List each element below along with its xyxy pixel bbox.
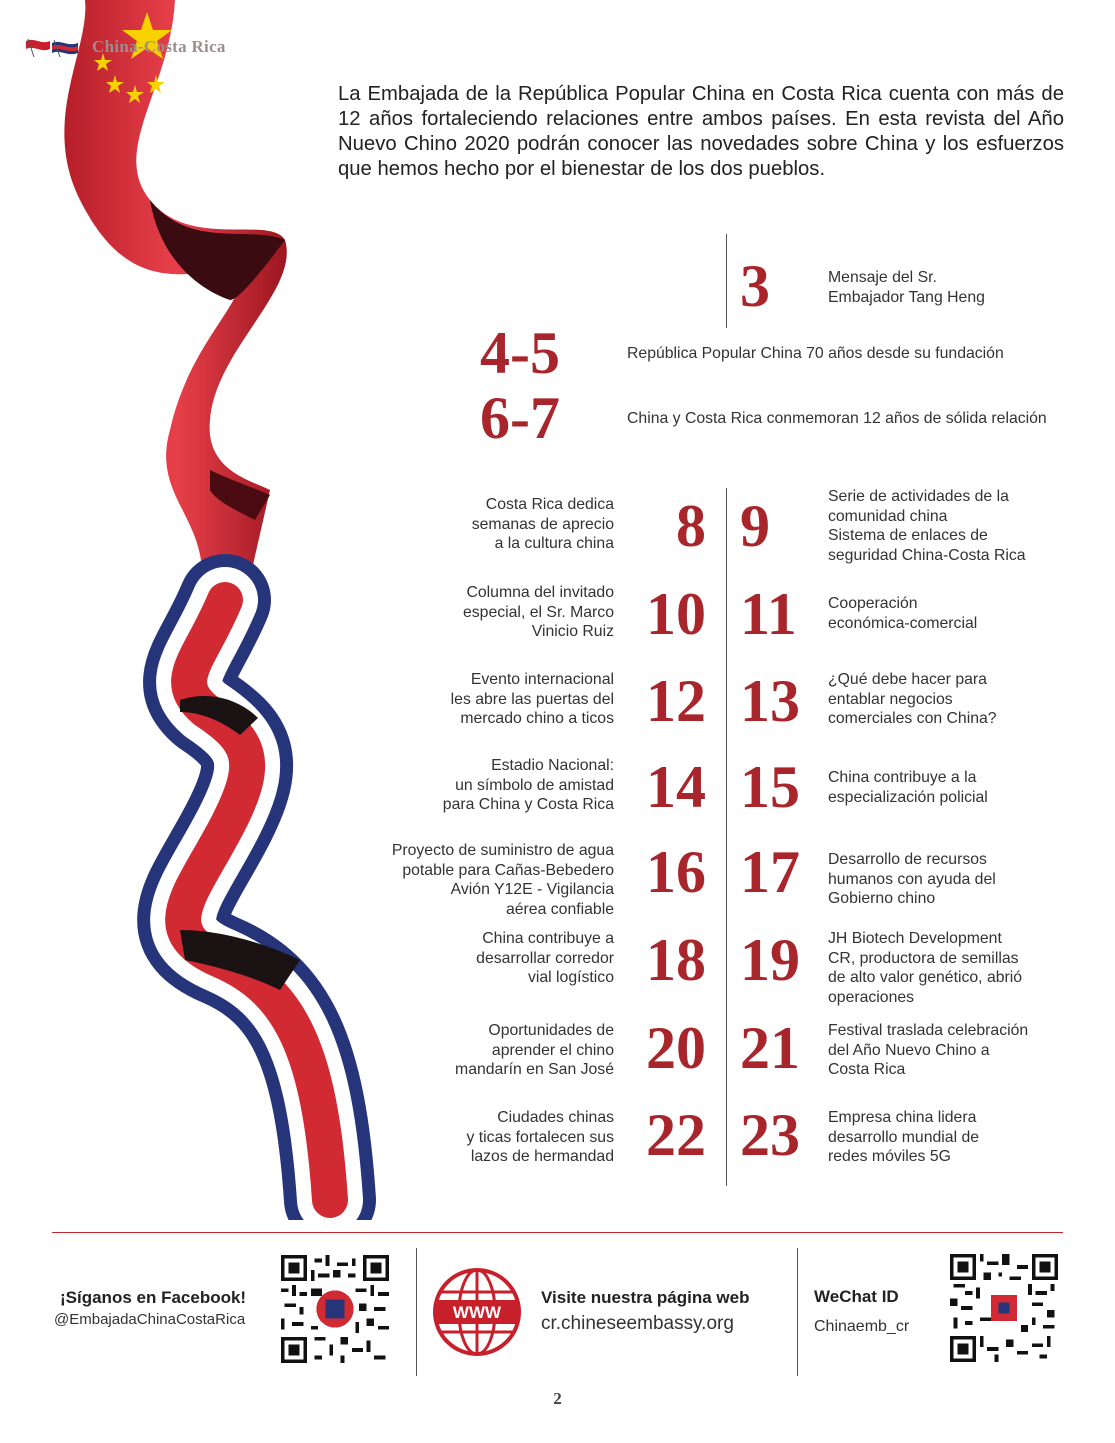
brand-title: China-Costa Rica xyxy=(92,37,226,56)
footer-separator-2 xyxy=(797,1248,798,1376)
toc-page-number: 12 xyxy=(646,668,706,734)
toc-entry-title: República Popular China 70 años desde su fundación xyxy=(627,345,1004,362)
toc-page-number: 3 xyxy=(740,253,770,319)
toc-entry-title: China contribuye a desarrollar corredor vial logístico xyxy=(476,930,614,986)
toc-entry-title: Desarrollo de recursos humanos con ayuda del Gobierno chino xyxy=(828,851,996,907)
toc-page-number: 23 xyxy=(740,1102,800,1168)
intro-paragraph: La Embajada de la República Popular China en Costa Rica cuenta con más de 12 años fortaleciendo relaciones entre ambos países. En esta revista del Año Nuevo Chino 2020 podrán conocer las novedades sobre China y los esfuerzos que hemos hecho por el bienestar de los dos pueblos. xyxy=(338,83,1064,180)
flags-icon xyxy=(24,37,80,57)
footer-divider xyxy=(52,1232,1063,1233)
toc-page-number: 13 xyxy=(740,668,800,734)
toc-entry-title: Ciudades chinas y ticas fortalecen sus lazos de hermandad xyxy=(466,1109,614,1165)
facebook-qr-code[interactable] xyxy=(281,1255,389,1363)
toc-page-number: 22 xyxy=(646,1102,706,1168)
toc-page-number: 20 xyxy=(646,1015,706,1081)
toc-divider-main xyxy=(726,488,727,1186)
toc-page-number: 8 xyxy=(676,493,706,559)
toc-entry-title: Columna del invitado especial, el Sr. Marco Vinicio Ruiz xyxy=(462,584,614,640)
toc-entry-title: Mensaje del Sr. Embajador Tang Heng xyxy=(828,269,985,306)
web-title: Visite nuestra página web xyxy=(541,1288,750,1307)
toc-entry-title: Proyecto de suministro de agua potable para Cañas-Bebedero Avión Y12E - Vigilancia aérea confiable xyxy=(391,842,614,918)
toc-entry-title: Estadio Nacional: un símbolo de amistad para China y Costa Rica xyxy=(442,757,614,813)
toc-entry-title: Festival traslada celebración del Año Nuevo Chino a Costa Rica xyxy=(828,1022,1029,1078)
www-globe-icon xyxy=(432,1267,522,1357)
wechat-id[interactable]: Chinaemb_cr xyxy=(814,1318,910,1335)
wechat-qr-code[interactable] xyxy=(950,1254,1058,1362)
toc-page-number: 18 xyxy=(646,927,706,993)
facebook-title: ¡Síganos en Facebook! xyxy=(60,1288,247,1307)
web-url[interactable]: cr.chineseembassy.org xyxy=(541,1313,734,1334)
flag-ribbon-illustration xyxy=(0,0,420,1220)
footer-separator-1 xyxy=(416,1248,417,1376)
toc-page-number: 9 xyxy=(740,493,770,559)
toc-entry-title: Empresa china lidera desarrollo mundial de redes móviles 5G xyxy=(828,1109,980,1165)
toc-page-number: 15 xyxy=(740,754,800,820)
toc-page-number: 17 xyxy=(740,839,800,905)
toc-entry-title: Cooperación económica-comercial xyxy=(828,595,978,632)
toc-page-number: 14 xyxy=(646,754,706,820)
toc-entry-title: ¿Qué debe hacer para entablar negocios comerciales con China? xyxy=(828,671,997,727)
toc-entry-title: China y Costa Rica conmemoran 12 años de sólida relación xyxy=(627,410,1047,427)
toc-page-number: 10 xyxy=(646,581,706,647)
toc-page-number: 16 xyxy=(646,839,706,905)
toc-divider-top xyxy=(726,234,727,328)
brand-header xyxy=(24,34,226,60)
toc-page-number: 19 xyxy=(740,927,800,993)
toc-page-number: 11 xyxy=(740,581,797,647)
toc-page-number: 4-5 xyxy=(480,320,560,386)
toc-entry-title: Serie de actividades de la comunidad china Sistema de enlaces de seguridad China-Costa Rica xyxy=(828,488,1026,564)
toc-entry-title: JH Biotech Development CR, productora de semillas de alto valor genético, abrió operaciones xyxy=(828,930,1023,1006)
toc-page-number: 6-7 xyxy=(480,385,560,451)
page-number: 2 xyxy=(553,1389,562,1408)
www-label: WWW xyxy=(452,1303,502,1322)
toc-entry-title: China contribuye a la especialización policial xyxy=(828,769,988,806)
toc-entry-title: Evento internacional les abre las puertas del mercado chino a ticos xyxy=(450,671,614,727)
toc-entry-title: Oportunidades de aprender el chino mandarín en San José xyxy=(455,1022,614,1078)
toc-entry-title: Costa Rica dedica semanas de aprecio a la cultura china xyxy=(471,496,614,552)
wechat-title: WeChat ID xyxy=(814,1287,899,1306)
toc-page-number: 21 xyxy=(740,1015,800,1081)
facebook-handle[interactable]: @EmbajadaChinaCostaRica xyxy=(54,1311,246,1328)
